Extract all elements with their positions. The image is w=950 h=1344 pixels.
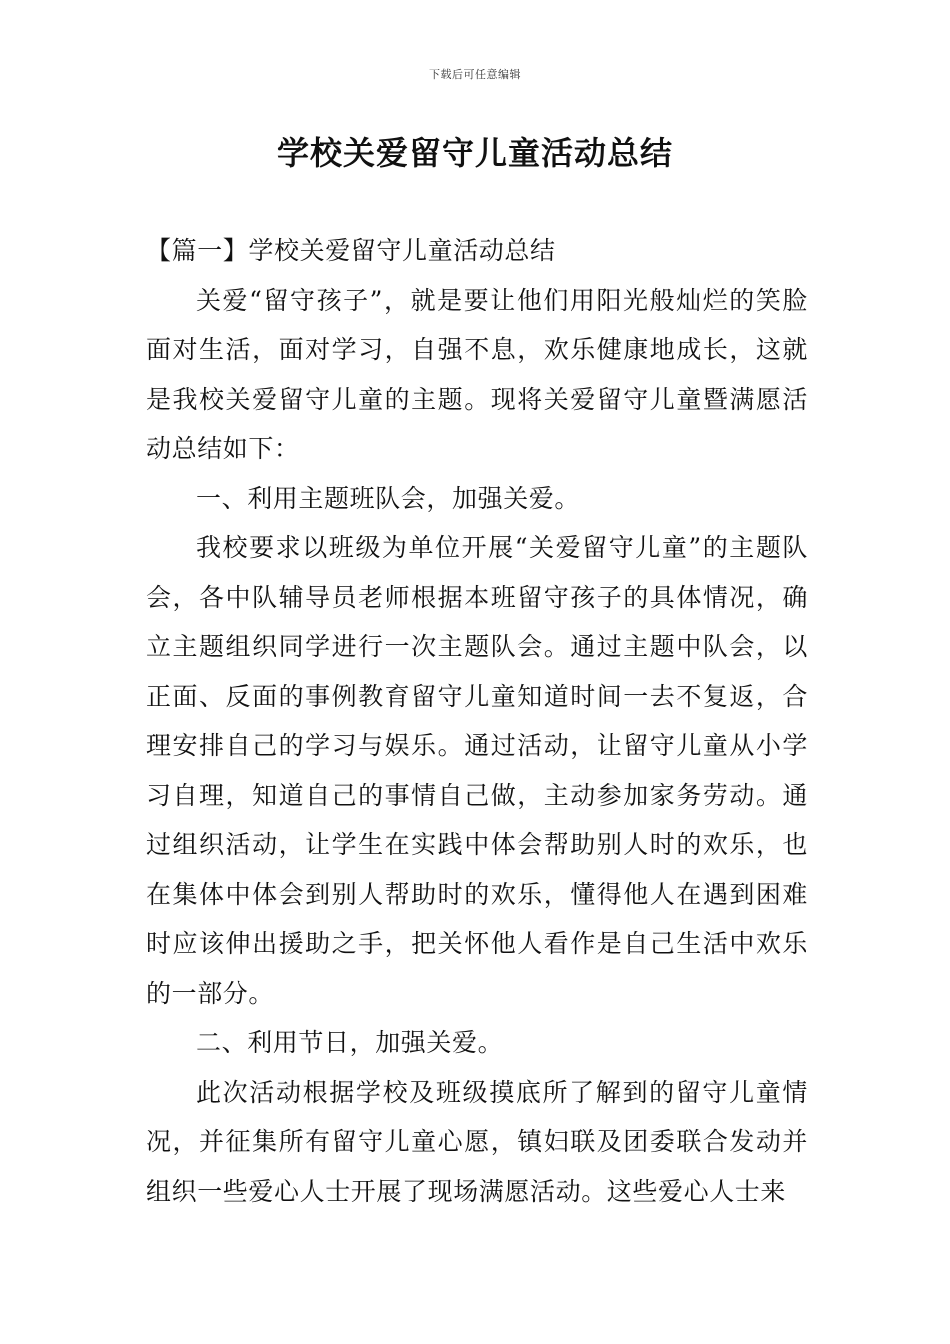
section-label: 【篇一】学校关爱留守儿童活动总结 (146, 236, 556, 265)
heading-part-one: 一、利用主题班队会，加强关爱。 (196, 483, 581, 513)
document-body (146, 226, 808, 1216)
paragraph-part-one: 我校要求以班级为单位开展“关爱留守儿童”的主题队会，各中队辅导员老师根据本班留守孩子的具体情况，确立主题组织同学进行一次主题队会。通过主题中队会，以正面、反面的事例教育留守儿童知道时间一去不复返，合理安排自己的学习与娱乐。通过活动，让留守儿童从小学习自理，知道自己的事情自己做，主动参加家务劳动。通过组织活动，让学生在实践中体会帮助别人时的欢乐，也在集体中体会到别人帮助时的欢乐，懂得他人在遇到困难时应该伸出援助之手，把关怀他人看作是自己生活中欢乐的一部分。 (146, 533, 808, 1008)
document-title: 学校关爱留守儿童活动总结 (276, 134, 673, 172)
paragraph-part-two: 此次活动根据学校及班级摸底所了解到的留守儿童情况，并征集所有留守儿童心愿，镇妇联及团委联合发动并组织一些爱心人士开展了现场满愿活动。这些爱心人士来 (146, 1077, 808, 1206)
header-note: 下载后可任意编辑 (429, 68, 521, 81)
heading-part-two: 二、利用节日，加强关爱。 (196, 1028, 504, 1057)
paragraph-intro: 关爱“留守孩子”，就是要让他们用阳光般灿烂的笑脸面对生活，面对学习，自强不息，欢乐健康地成长，这就是我校关爱留守儿童的主题。现将关爱留守儿童暨满愿活动总结如下： (146, 285, 808, 463)
